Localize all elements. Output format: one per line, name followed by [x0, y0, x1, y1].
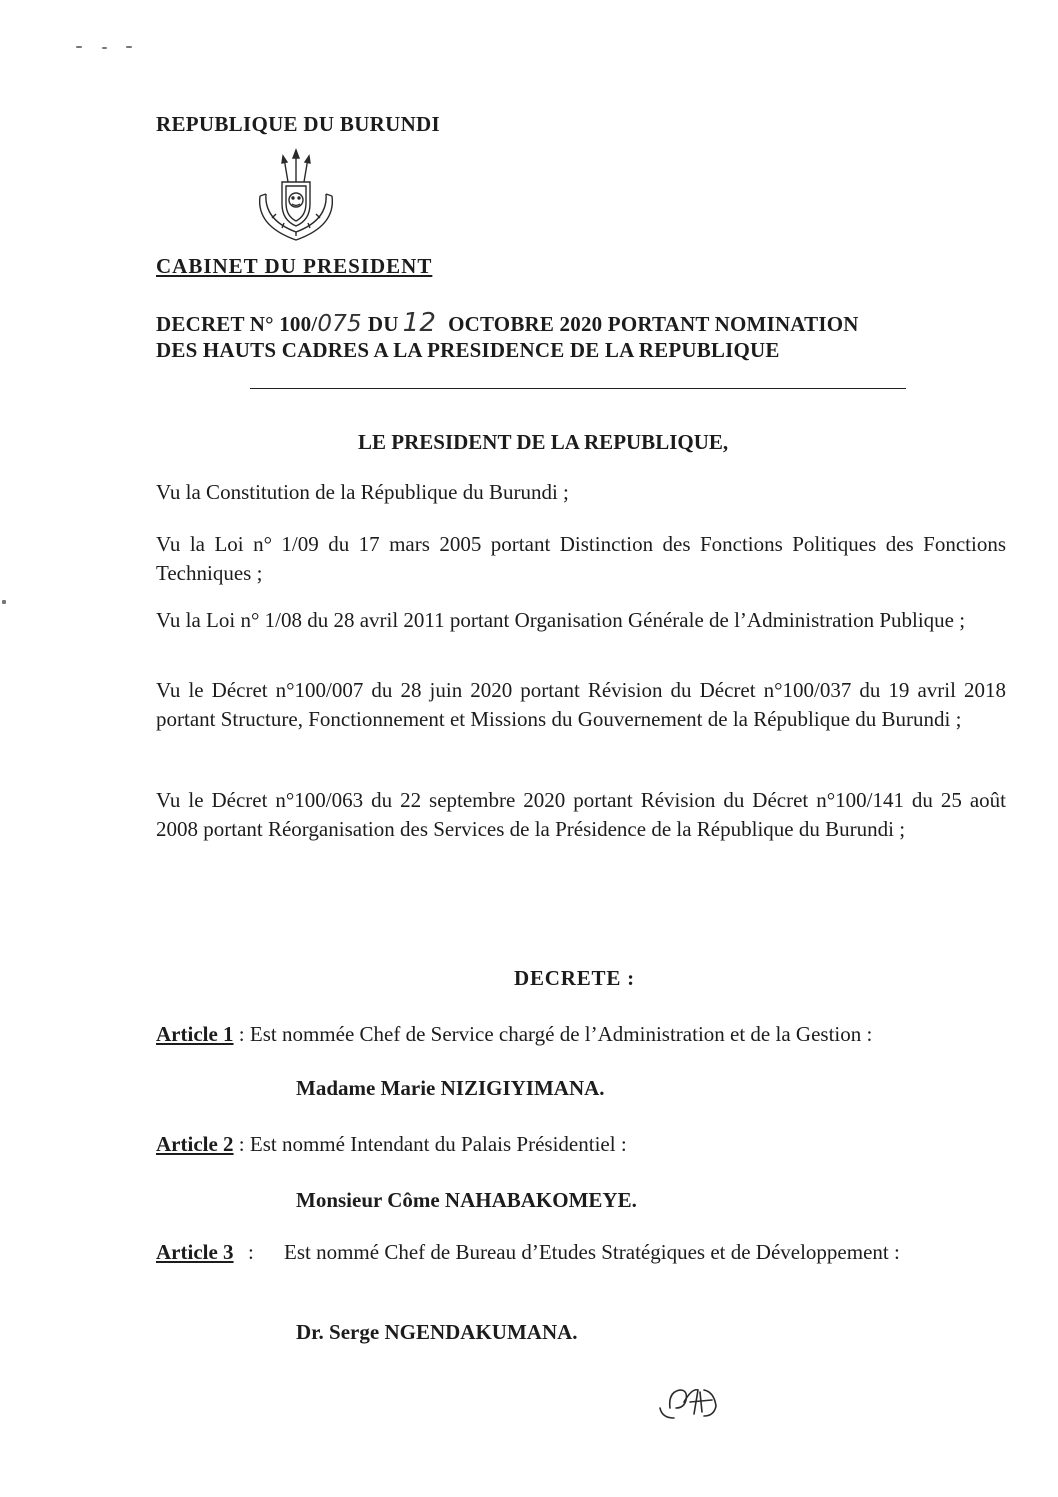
article-1-sep: : [233, 1022, 250, 1046]
article-3-sep: : [248, 1240, 254, 1264]
cabinet-header: CABINET DU PRESIDENT [156, 254, 433, 278]
republic-header: REPUBLIQUE DU BURUNDI [156, 112, 440, 136]
scan-artifact [126, 46, 132, 48]
article-2-text: Est nommé Intendant du Palais Présidentiel : [249, 1132, 627, 1156]
article-3-label: Article 3 [156, 1240, 234, 1264]
title-divider [250, 388, 906, 389]
article-3-appointee: Dr. Serge NGENDAKUMANA. [296, 1320, 578, 1344]
scan-artifact [76, 46, 82, 48]
coat-of-arms-emblem [246, 148, 346, 248]
initials-paraph [654, 1378, 728, 1426]
consideration-1: Vu la Constitution de la République du Burundi ; [156, 480, 569, 504]
decree-title-rest: OCTOBRE 2020 PORTANT NOMINATION [448, 312, 859, 336]
article-1 [156, 1020, 1006, 1049]
consideration-3: Vu la Loi n° 1/08 du 28 avril 2011 portant Organisation Générale de l’Administration Publique ; [156, 608, 966, 632]
consideration-4: Vu le Décret n°100/007 du 28 juin 2020 portant Révision du Décret n°100/037 du 19 avril 2018 portant Structure, Fonctionnement et Missions du Gouvernement de la République du Burundi ; [156, 678, 1006, 731]
article-1-text: Est nommée Chef de Service chargé de l’Administration et de la Gestion : [249, 1022, 873, 1046]
decree-number-prefix: DECRET N° 100/ [156, 312, 318, 336]
article-2-sep: : [233, 1132, 250, 1156]
article-1-label: Article 1 [156, 1022, 234, 1046]
article-1-appointee: Madame Marie NIZIGIYIMANA. [296, 1076, 605, 1100]
decree-du: DU [367, 312, 399, 336]
consideration-5: Vu le Décret n°100/063 du 22 septembre 2020 portant Révision du Décret n°100/141 du 25 août 2008 portant Réorganisation des Services de la Présidence de la République du Burundi ; [156, 788, 1006, 841]
decree-title-line1 [156, 308, 859, 338]
decree-title-line2: DES HAUTS CADRES A LA PRESIDENCE DE LA REPUBLIQUE [156, 338, 780, 362]
scan-artifact [102, 47, 107, 49]
decree-day-handwritten: 12 [402, 308, 437, 338]
scan-artifact [2, 600, 6, 604]
article-2 [156, 1130, 1006, 1159]
decree-number-handwritten: 075 [317, 311, 362, 337]
decrete-heading: DECRETE : [514, 966, 635, 990]
consideration-2: Vu la Loi n° 1/09 du 17 mars 2005 portant Distinction des Fonctions Politiques des Fonctions Techniques ; [156, 532, 1006, 585]
article-2-label: Article 2 [156, 1132, 234, 1156]
article-3-text: Est nommé Chef de Bureau d’Etudes Stratégiques et de Développement : [284, 1240, 900, 1264]
article-2-appointee: Monsieur Côme NAHABAKOMEYE. [296, 1188, 637, 1212]
president-heading: LE PRESIDENT DE LA REPUBLIQUE, [358, 430, 729, 454]
